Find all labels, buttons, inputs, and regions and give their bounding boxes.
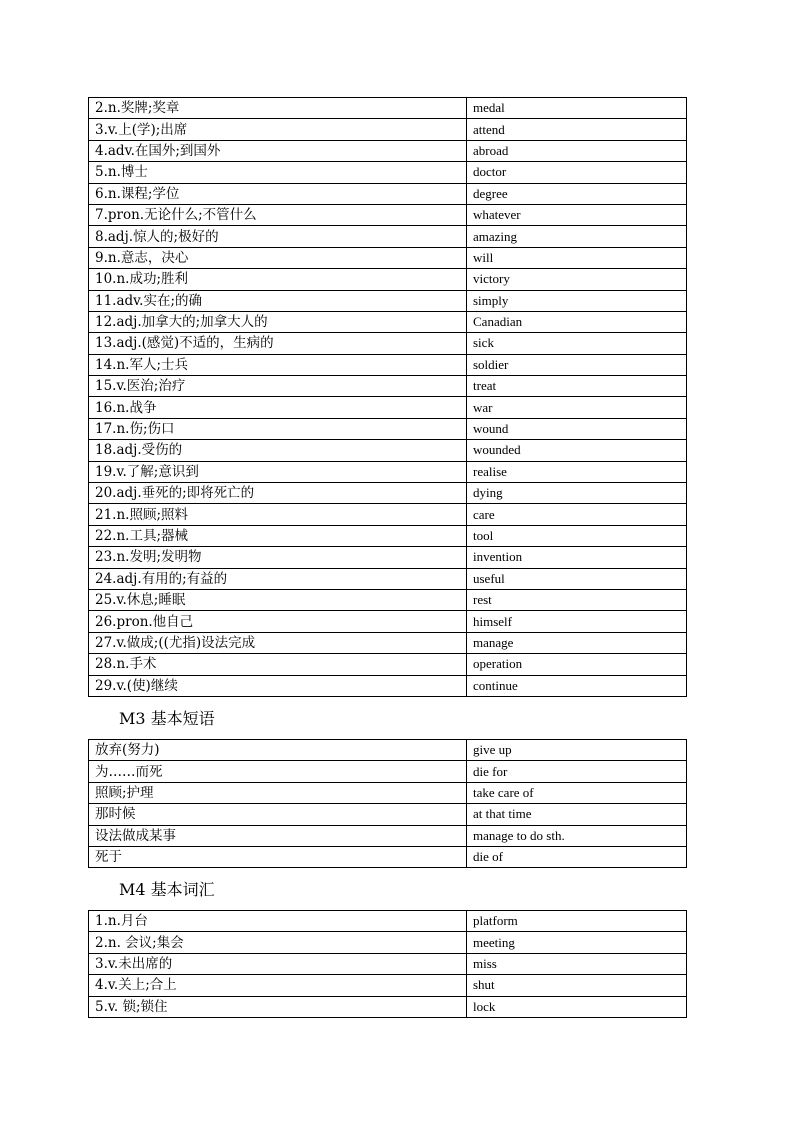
- english-word: platform: [467, 911, 687, 932]
- english-word: shut: [467, 975, 687, 996]
- table-row: [89, 568, 687, 589]
- table-row: [89, 418, 687, 439]
- english-word: realise: [467, 461, 687, 482]
- table-row: [89, 98, 687, 119]
- english-phrase: at that time: [467, 804, 687, 825]
- english-phrase: take care of: [467, 782, 687, 803]
- english-word: degree: [467, 183, 687, 204]
- phrases-table: [88, 739, 687, 868]
- chinese-meaning: 15.v.医治;治疗: [89, 376, 467, 397]
- english-phrase: die of: [467, 846, 687, 867]
- table-row: [89, 162, 687, 183]
- table-row: [89, 761, 687, 782]
- english-word: war: [467, 397, 687, 418]
- table-row: [89, 825, 687, 846]
- chinese-meaning: 3.v.上(学);出席: [89, 119, 467, 140]
- table-row: [89, 119, 687, 140]
- english-word: meeting: [467, 932, 687, 953]
- english-word: will: [467, 247, 687, 268]
- chinese-meaning: 25.v.休息;睡眠: [89, 589, 467, 610]
- english-word: rest: [467, 589, 687, 610]
- chinese-meaning: 死于: [89, 846, 467, 867]
- english-word: wounded: [467, 440, 687, 461]
- table-row: [89, 504, 687, 525]
- chinese-meaning: 6.n.课程;学位: [89, 183, 467, 204]
- english-word: abroad: [467, 140, 687, 161]
- table-row: [89, 804, 687, 825]
- english-word: miss: [467, 953, 687, 974]
- english-word: wound: [467, 418, 687, 439]
- table-row: [89, 269, 687, 290]
- chinese-meaning: 7.pron.无论什么;不管什么: [89, 204, 467, 225]
- table-row: [89, 953, 687, 974]
- english-word: amazing: [467, 226, 687, 247]
- table-row: [89, 461, 687, 482]
- english-word: care: [467, 504, 687, 525]
- chinese-meaning: 13.adj.(感觉)不适的，生病的: [89, 333, 467, 354]
- chinese-meaning: 26.pron.他自己: [89, 611, 467, 632]
- english-word: manage: [467, 632, 687, 653]
- table-row: [89, 376, 687, 397]
- table-row: [89, 483, 687, 504]
- english-word: soldier: [467, 354, 687, 375]
- chinese-meaning: 23.n.发明;发明物: [89, 547, 467, 568]
- chinese-meaning: 4.v.关上;合上: [89, 975, 467, 996]
- chinese-meaning: 19.v.了解;意识到: [89, 461, 467, 482]
- chinese-meaning: 27.v.做成;((尤指)设法完成: [89, 632, 467, 653]
- chinese-meaning: 24.adj.有用的;有益的: [89, 568, 467, 589]
- vocabulary-table: [88, 97, 687, 697]
- english-phrase: manage to do sth.: [467, 825, 687, 846]
- chinese-meaning: 为……而死: [89, 761, 467, 782]
- table-row: [89, 333, 687, 354]
- chinese-meaning: 5.v. 锁;锁住: [89, 996, 467, 1017]
- table-row: [89, 204, 687, 225]
- table-row: [89, 226, 687, 247]
- section-heading-m4: M4 基本词汇: [119, 880, 215, 899]
- english-word: attend: [467, 119, 687, 140]
- chinese-meaning: 设法做成某事: [89, 825, 467, 846]
- table-row: [89, 183, 687, 204]
- english-word: tool: [467, 525, 687, 546]
- chinese-meaning: 1.n.月台: [89, 911, 467, 932]
- english-word: dying: [467, 483, 687, 504]
- english-word: whatever: [467, 204, 687, 225]
- table-row: [89, 589, 687, 610]
- section-heading-m3: M3 基本短语: [119, 709, 215, 728]
- table-row: [89, 996, 687, 1017]
- english-word: simply: [467, 290, 687, 311]
- english-word: invention: [467, 547, 687, 568]
- table-row: [89, 311, 687, 332]
- table-row: [89, 611, 687, 632]
- chinese-meaning: 5.n.博士: [89, 162, 467, 183]
- english-word: medal: [467, 98, 687, 119]
- chinese-meaning: 2.n. 会议;集会: [89, 932, 467, 953]
- chinese-meaning: 4.adv.在国外;到国外: [89, 140, 467, 161]
- chinese-meaning: 18.adj.受伤的: [89, 440, 467, 461]
- english-word: treat: [467, 376, 687, 397]
- chinese-meaning: 11.adv.实在;的确: [89, 290, 467, 311]
- table-row: [89, 740, 687, 761]
- table-row: [89, 525, 687, 546]
- table-row: [89, 846, 687, 867]
- chinese-meaning: 8.adj.惊人的;极好的: [89, 226, 467, 247]
- english-phrase: give up: [467, 740, 687, 761]
- table-row: [89, 654, 687, 675]
- table-row: [89, 547, 687, 568]
- table-row: [89, 247, 687, 268]
- chinese-meaning: 3.v.未出席的: [89, 953, 467, 974]
- chinese-meaning: 20.adj.垂死的;即将死亡的: [89, 483, 467, 504]
- english-word: himself: [467, 611, 687, 632]
- chinese-meaning: 28.n.手术: [89, 654, 467, 675]
- english-word: doctor: [467, 162, 687, 183]
- chinese-meaning: 17.n.伤;伤口: [89, 418, 467, 439]
- english-word: Canadian: [467, 311, 687, 332]
- chinese-meaning: 16.n.战争: [89, 397, 467, 418]
- english-word: lock: [467, 996, 687, 1017]
- table-row: [89, 440, 687, 461]
- chinese-meaning: 照顾;护理: [89, 782, 467, 803]
- chinese-meaning: 2.n.奖牌;奖章: [89, 98, 467, 119]
- chinese-meaning: 10.n.成功;胜利: [89, 269, 467, 290]
- english-word: useful: [467, 568, 687, 589]
- table-row: [89, 932, 687, 953]
- english-word: operation: [467, 654, 687, 675]
- table-row: [89, 397, 687, 418]
- table-row: [89, 632, 687, 653]
- table-row: [89, 290, 687, 311]
- chinese-meaning: 29.v.(使)继续: [89, 675, 467, 696]
- table-row: [89, 911, 687, 932]
- chinese-meaning: 12.adj.加拿大的;加拿大人的: [89, 311, 467, 332]
- table-row: [89, 140, 687, 161]
- chinese-meaning: 14.n.军人;士兵: [89, 354, 467, 375]
- chinese-meaning: 9.n.意志，决心: [89, 247, 467, 268]
- chinese-meaning: 22.n.工具;器械: [89, 525, 467, 546]
- vocabulary-table-m4: [88, 910, 687, 1018]
- table-row: [89, 675, 687, 696]
- english-word: victory: [467, 269, 687, 290]
- chinese-meaning: 放弃(努力): [89, 740, 467, 761]
- table-row: [89, 782, 687, 803]
- table-row: [89, 354, 687, 375]
- english-word: continue: [467, 675, 687, 696]
- table-row: [89, 975, 687, 996]
- chinese-meaning: 那时候: [89, 804, 467, 825]
- english-word: sick: [467, 333, 687, 354]
- chinese-meaning: 21.n.照顾;照料: [89, 504, 467, 525]
- english-phrase: die for: [467, 761, 687, 782]
